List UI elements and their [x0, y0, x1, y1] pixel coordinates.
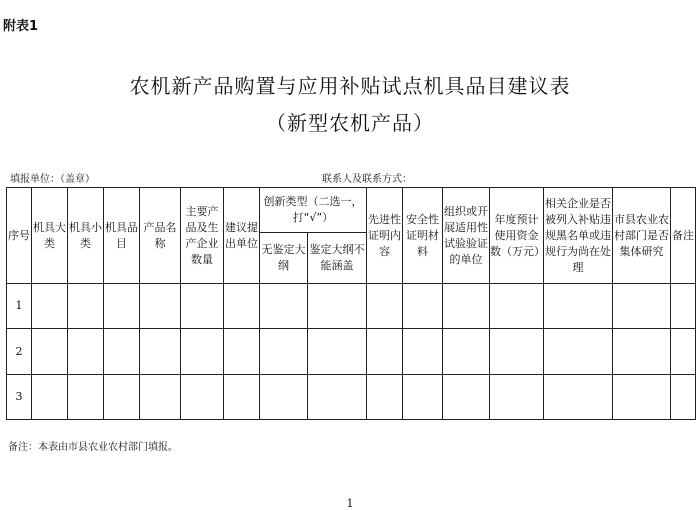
row-number: 2 [7, 329, 32, 375]
header-product-name: 产品名称 [140, 188, 181, 284]
header-no-outline: 无鉴定大纲 [260, 233, 308, 284]
header-major-category: 机具大类 [32, 188, 68, 284]
row-number: 3 [7, 375, 32, 420]
header-collective-research: 市县农业农村部门是否集体研究 [613, 188, 671, 284]
header-producers: 主要产品及生产企业数量 [181, 188, 224, 284]
header-not-covered: 鉴定大纲不能涵盖 [308, 233, 367, 284]
header-innovation-type: 创新类型（二选一，打“√”） [260, 188, 367, 233]
footnote: 备注：本表由市县农业农村部门填报。 [8, 442, 178, 453]
page-number: 1 [346, 497, 354, 510]
header-minor-category: 机具小类 [68, 188, 104, 284]
header-advanced-proof: 先进性证明内容 [367, 188, 403, 284]
header-proposer: 建议提出单位 [224, 188, 260, 284]
attachment-label: 附表1 [3, 19, 39, 34]
fill-unit-label: 填报单位：（盖章） [10, 174, 95, 185]
header-violation: 相关企业是否被列入补贴违规黑名单或违规行为尚在处理 [544, 188, 613, 284]
header-verify-unit: 组织或开展适用性试验验证的单位 [443, 188, 490, 284]
header-remarks: 备注 [671, 188, 696, 284]
row-number: 1 [7, 284, 32, 329]
fill-contact-label: 联系人及联系方式： [322, 174, 412, 185]
header-item: 机具品目 [104, 188, 140, 284]
header-annual-funds: 年度预计使用资金数（万元） [490, 188, 544, 284]
header-seq: 序号 [7, 188, 32, 284]
header-safety-proof: 安全性证明材料 [403, 188, 443, 284]
page-title: 农机新产品购置与应用补贴试点机具品目建议表 [129, 74, 571, 98]
proposal-table [6, 187, 696, 420]
page-subtitle: （新型农机产品） [266, 111, 434, 135]
